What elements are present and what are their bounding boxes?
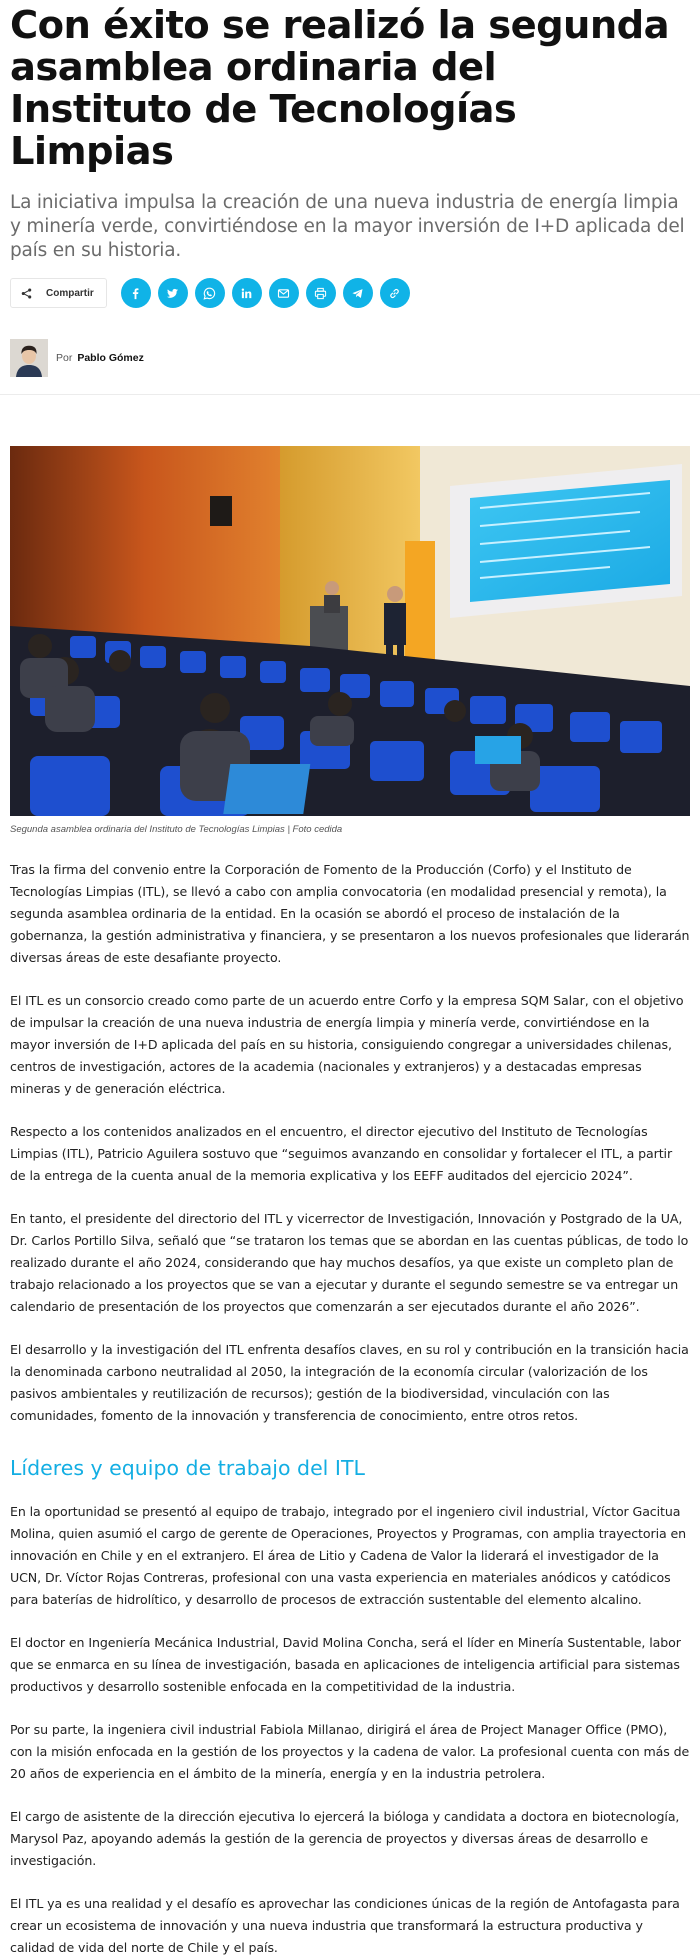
share-whatsapp-button[interactable] [195, 278, 225, 308]
article-body [10, 859, 690, 1959]
paragraph: En la oportunidad se presentó al equipo de trabajo, integrado por el ingeniero civil industrial, Víctor Gacitua Molina, quien asumió el cargo de gerente de Operaciones, Proyectos y Programas, con amplia trayectoria en innovación en Chile y en el extranjero. El área de Litio y Cadena de Valor la liderará el investigador de la UCN, Dr. Víctor Rojas Contreras, profesional con una vasta experiencia en materiales anódicos y catódicos para baterías de hidrolítico, y desarrollo de procesos de extracción sustentable del elemento alcalino. [10, 1504, 687, 1607]
paragraph: En tanto, el presidente del directorio del ITL y vicerrector de Investigación, Innovación y Postgrado de la UA, Dr. Carlos Portillo Silva, señaló que “se trataron los temas que se abordan en las cuentas públicas, de todo lo realizado durante el año 2024, considerando que hay muchos desafíos, ya que existe un completo plan de trabajo relacionado a los proyectos que se van a ejecutar y durante el segundo semestre se va entregar un calendario de presentación de los proyectos que comenzarán a ser ejecutados durante el año 2026”. [10, 1211, 689, 1314]
paragraph: El cargo de asistente de la dirección ejecutiva lo ejercerá la bióloga y candidata a doctora en biotecnología, Marysol Paz, apoyando además la gestión de la gerencia de proyectos y diversas áreas de desarrollo e investigación. [10, 1809, 680, 1868]
link-icon [388, 287, 401, 300]
share-facebook-button[interactable] [121, 278, 151, 308]
share-label: Compartir [46, 287, 94, 299]
whatsapp-icon [203, 287, 216, 300]
author-name[interactable]: Pablo Gómez [77, 352, 144, 364]
telegram-icon [351, 287, 364, 300]
copy-link-button[interactable] [380, 278, 410, 308]
header-divider [0, 394, 700, 395]
facebook-icon [129, 287, 142, 300]
paragraph: El doctor en Ingeniería Mecánica Industrial, David Molina Concha, será el líder en Minería Sustentable, labor que se enmarca en su línea de investigación, basada en aplicaciones de inteligencia artificial para sistemas productivos y desarrollo sostenible enfocada en la competitividad de la industria. [10, 1635, 681, 1694]
linkedin-icon [240, 287, 253, 300]
paragraph: El desarrollo y la investigación del ITL enfrenta desafíos claves, en su rol y contribución en la transición hacia la denominada carbono neutralidad al 2050, la integración de la economía circular (valorización de los pasivos ambientales y reutilización de recursos); gestión de la biodiversidad, vinculación con las comunidades, fomento de la innovación y transferencia de conocimiento, entre otros retos. [10, 1342, 689, 1423]
article-photo [10, 446, 690, 816]
article-subtitle: La iniciativa impulsa la creación de una nueva industria de energía limpia y minería verde, convirtiéndose en la mayor inversión de I+D aplicada del país en su historia. [10, 192, 685, 261]
photo-caption: Segunda asamblea ordinaria del Instituto de Tecnologías Limpias | Foto cedida [10, 824, 343, 835]
author-byline [10, 337, 690, 379]
paragraph: El ITL es un consorcio creado como parte de un acuerdo entre Corfo y la empresa SQM Salar, con el objetivo de impulsar la creación de una nueva industria de energía limpia y minería verde, convirtiéndose en la mayor inversión de I+D aplicada del país en su historia, consiguiendo congregar a universidades chilenas, centros de investigación, actores de la academia (nacionales y extranjeros) y a destacadas empresas mineras y de generación eléctrica. [10, 993, 684, 1096]
twitter-icon [166, 287, 179, 300]
email-icon [277, 287, 290, 300]
paragraph: Tras la firma del convenio entre la Corporación de Fomento de la Producción (Corfo) y el Instituto de Tecnologías Limpias (ITL), se llevó a cabo con amplia convocatoria (en modalidad presencial y remota), la segunda asamblea ordinaria de la entidad. En la ocasión se abordó el proceso de instalación de la gobernanza, la gestión administrativa y financiera, y se presentaron a los nuevos profesionales que liderarán diversas áreas de este desafiante proyecto. [10, 862, 690, 965]
author-avatar[interactable] [10, 339, 48, 377]
print-icon [314, 287, 327, 300]
by-label: Por [56, 352, 73, 364]
article-title: Con éxito se realizó la segunda asamblea ordinaria del Instituto de Tecnologías Limpias [10, 3, 670, 174]
section-heading: Líderes y equipo de trabajo del ITL [10, 1456, 365, 1480]
paragraph: El ITL ya es una realidad y el desafío es aprovechar las condiciones únicas de la región de Antofagasta para crear un ecosistema de innovación y una nueva industria que transformará la estructura productiva y calidad de vida del norte de Chile y el país. [10, 1896, 680, 1955]
share-icon [21, 288, 32, 299]
share-twitter-button[interactable] [158, 278, 188, 308]
paragraph: Por su parte, la ingeniera civil industrial Fabiola Millanao, dirigirá el área de Project Manager Office (PMO), con la misión enfocada en la gestión de los proyectos y la cadena de valor. La profesional cuenta con más de 20 años de experiencia en el ámbito de la minería, energía y en la industria petrolera. [10, 1722, 690, 1781]
print-button[interactable] [306, 278, 336, 308]
share-telegram-button[interactable] [343, 278, 373, 308]
paragraph: Respecto a los contenidos analizados en el encuentro, el director ejecutivo del Instituto de Tecnologías Limpias (ITL), Patricio Aguilera sostuvo que “seguimos avanzando en consolidar y fortalecer el ITL, a partir de la entrega de la cuenta anual de la memoria explicativa y los EEFF auditados del ejercicio 2024”. [10, 1124, 673, 1183]
share-button[interactable] [10, 278, 107, 308]
share-bar [10, 277, 690, 309]
share-email-button[interactable] [269, 278, 299, 308]
share-linkedin-button[interactable] [232, 278, 262, 308]
